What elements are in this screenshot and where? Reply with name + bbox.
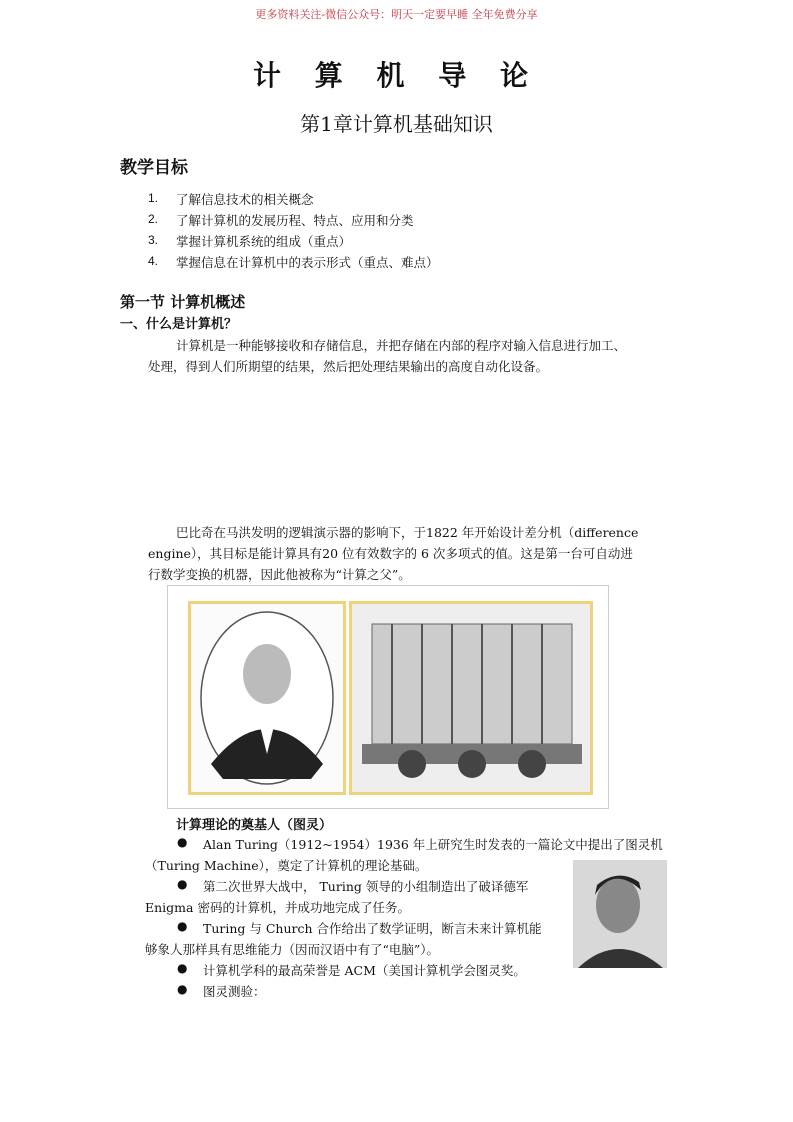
chapter-title: 第1章计算机基础知识	[300, 112, 493, 136]
bullet-line: 计算机学科的最高荣誉是 ACM（美国计算机学会图灵奖。	[203, 963, 526, 978]
bullet-line: 够象人那样具有思维能力（因而汉语中有了“电脑”）。	[145, 942, 440, 957]
bullet-icon: ●	[177, 961, 188, 975]
bullet-icon: ●	[177, 982, 188, 996]
babbage-portrait-image	[188, 601, 346, 795]
paragraph-line: 计算机是一种能够接收和存储信息，并把存储在内部的程序对输入信息进行加工、	[176, 338, 627, 353]
list-number: 2.	[148, 212, 159, 226]
list-item: 掌握计算机系统的组成（重点）	[176, 234, 352, 249]
section-heading: 第一节 计算机概述	[120, 293, 246, 311]
subsection-heading: 一、什么是计算机？	[120, 317, 238, 332]
list-item: 了解信息技术的相关概念	[176, 192, 314, 207]
turing-photo-image	[573, 860, 667, 968]
bullet-icon: ●	[177, 835, 188, 849]
paragraph-line: 巴比奇在马洪发明的逻辑演示器的影响下，于1822 年开始设计差分机（difference	[176, 525, 639, 540]
paragraph-line: 行数学变换的机器，因此他被称为“计算之父”。	[148, 567, 411, 582]
paragraph-line: 处理，得到人们所期望的结果，然后把处理结果输出的高度自动化设备。	[148, 359, 549, 374]
paragraph-line: engine），其目标是能计算具有20 位有效数字的 6 次多项式的值。这是第一台可自动进	[148, 546, 633, 561]
difference-engine-image	[349, 601, 593, 795]
list-number: 3.	[148, 233, 159, 247]
bullet-line: Alan Turing（1912~1954）1936 年上研究生时发表的一篇论文中提出了图灵机	[203, 837, 663, 852]
bullet-line: Turing 与 Church 合作给出了数学证明，断言未来计算机能	[203, 921, 542, 936]
bullet-icon: ●	[177, 919, 188, 933]
bullet-line: 图灵测验：	[203, 984, 266, 999]
turing-heading: 计算理论的奠基人（图灵）	[176, 818, 333, 833]
bullet-line: （Turing Machine），奠定了计算机的理论基础。	[145, 858, 428, 873]
list-number: 1.	[148, 191, 159, 205]
bullet-line: 第二次世界大战中， Turing 领导的小组制造出了破译德军	[203, 879, 529, 894]
document-title: 计 算 机 导 论	[253, 59, 540, 92]
bullet-line: Enigma 密码的计算机，并成功地完成了任务。	[145, 900, 410, 915]
bullet-icon: ●	[177, 877, 188, 891]
objectives-heading: 教学目标	[120, 158, 188, 178]
list-number: 4.	[148, 254, 159, 268]
babbage-figure	[167, 585, 609, 809]
list-item: 了解计算机的发展历程、特点、应用和分类	[176, 213, 414, 228]
header-note: 更多资料关注-微信公众号：明天一定要早睡 全年免费分享	[255, 8, 538, 21]
list-item: 掌握信息在计算机中的表示形式（重点、难点）	[176, 255, 439, 270]
